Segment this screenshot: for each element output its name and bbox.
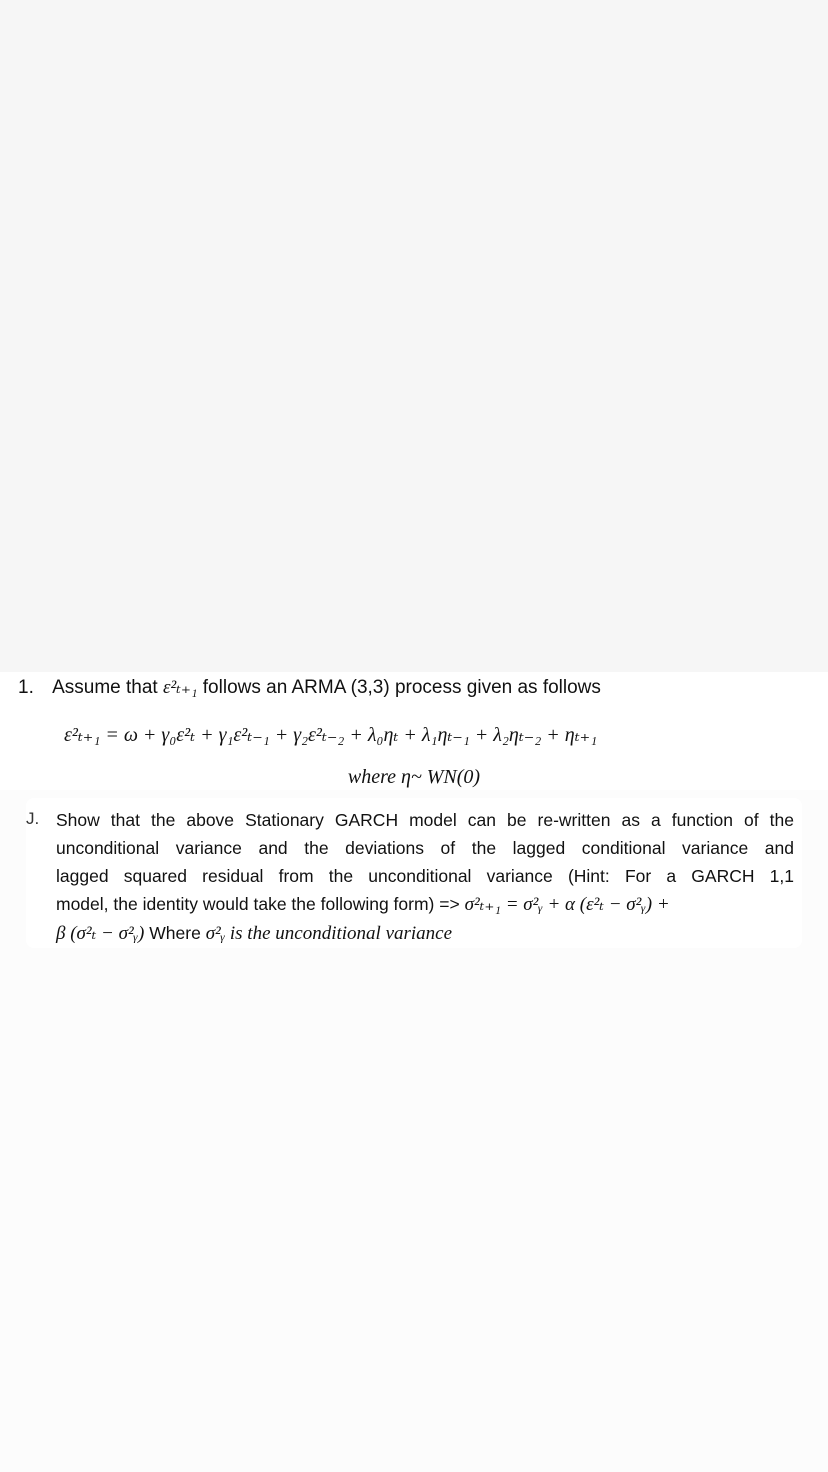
- subquestion-line-2: unconditional variance and the deviations of the lagged conditional variance and: [56, 838, 794, 858]
- subquestion-line-3: lagged squared residual from the unconditional variance (Hint: For a GARCH 1,1: [56, 866, 794, 886]
- question-variable: ε²ₜ₊₁: [162, 677, 198, 698]
- subquestion-paragraph: [56, 806, 794, 948]
- subquestion-line-4-text: model, the identity would take the following form) =>: [56, 894, 460, 914]
- subquestion-line-5-text: Where: [149, 923, 201, 943]
- subquestion-label: J.: [26, 809, 40, 828]
- subquestion-line-1: Show that the above Stationary GARCH model can be re-written as a function of the: [56, 810, 794, 830]
- arma-equation: ε²ₜ₊₁ = ω + γ₀ε²ₜ + γ₁ε²ₜ₋₁ + γ₂ε²ₜ₋₂ + λ₀ηₜ + λ₁ηₜ₋₁ + λ₂ηₜ₋₂ + ηₜ₊₁: [64, 724, 598, 746]
- question-line: [18, 676, 601, 700]
- where-clause: where η~ WN(0): [347, 766, 481, 788]
- question-text-before: Assume that: [52, 677, 158, 698]
- question-number: 1.: [18, 677, 34, 698]
- blank-area: [0, 0, 828, 672]
- subquestion-line-4: [56, 890, 794, 919]
- subquestion-line-5: [56, 919, 794, 948]
- question-text-after: follows an ARMA (3,3) process given as follows: [202, 677, 601, 698]
- garch-identity: σ²ₜ₊₁ = σ²ᵧ + α (ε²ₜ − σ²ᵧ) +: [464, 894, 670, 915]
- garch-identity-continued: β (σ²ₜ − σ²ᵧ): [56, 923, 145, 944]
- unconditional-variance-note: σ²ᵧ is the unconditional variance: [205, 923, 453, 944]
